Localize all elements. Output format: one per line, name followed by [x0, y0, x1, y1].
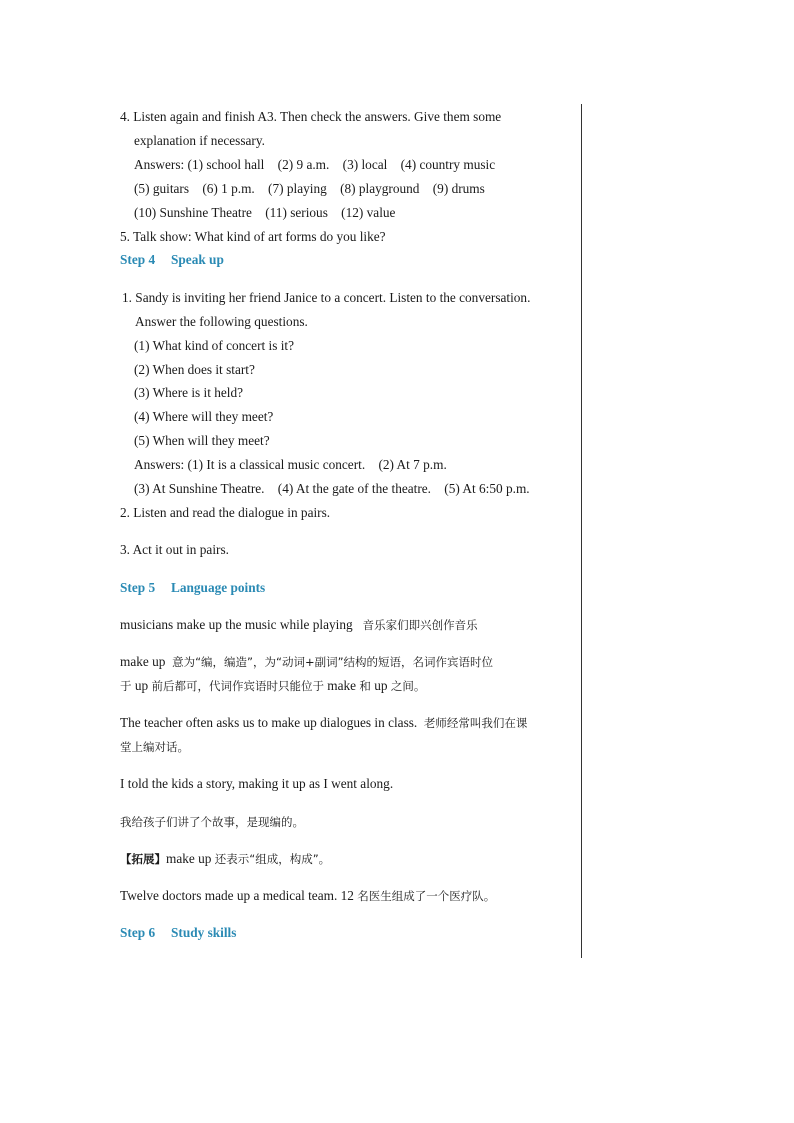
explanation-text: 前后都可，代词作宾语时只能位于	[151, 679, 324, 693]
example-1-line-1	[120, 715, 527, 731]
step-5-number: Step 5	[120, 580, 156, 595]
step-4-item-1-line-2: Answer the following questions.	[135, 314, 308, 329]
explanation-text: 之间。	[390, 679, 426, 693]
extension-line	[120, 851, 330, 867]
question-5: (5) When will they meet?	[134, 433, 270, 448]
answers-a3-line-3: (10) Sunshine Theatre (11) serious (12) value	[134, 205, 396, 220]
step-4-heading	[120, 252, 224, 268]
step-6-heading	[120, 925, 236, 941]
example-2-chinese	[120, 814, 304, 830]
item-4-line-1: 4. Listen again and finish A3. Then check the answers. Give them some	[120, 109, 502, 124]
example-3-chinese: 名医生组成了一个医疗队。	[357, 889, 496, 903]
example-1-chinese-cont: 堂上编对话。	[120, 740, 189, 754]
step-6-number: Step 6	[120, 925, 156, 940]
example-1-chinese: 老师经常叫我们在课	[423, 716, 528, 730]
question-4: (4) Where will they meet?	[134, 409, 274, 424]
question-3: (3) Where is it held?	[134, 385, 244, 400]
item-5: 5. Talk show: What kind of art forms do you like?	[120, 229, 386, 244]
phrase-english: musicians make up the music while playing	[120, 617, 353, 632]
step-4-item-3: 3. Act it out in pairs.	[120, 542, 229, 557]
extension-term: make up	[166, 851, 212, 866]
explanation-text: 于	[120, 679, 132, 693]
step-4-answers-line-1: Answers: (1) It is a classical music concert. (2) At 7 p.m.	[134, 457, 447, 472]
item-4-line-2: explanation if necessary.	[134, 133, 265, 148]
example-2-english: I told the kids a story, making it up as I went along.	[120, 776, 394, 791]
extension-tag: 【拓展】	[120, 852, 166, 866]
step-6-title: Study skills	[171, 925, 237, 940]
explanation-term: up	[134, 678, 149, 693]
question-2: (2) When does it start?	[134, 362, 255, 377]
step-4-item-1-line-1: 1. Sandy is inviting her friend Janice to a concert. Listen to the conversation.	[122, 290, 531, 305]
make-up-explanation: 意为“编，编造”，为“动词+副词”结构的短语，名词作宾语时位	[172, 655, 494, 669]
phrase-chinese: 音乐家们即兴创作音乐	[362, 618, 478, 632]
table-border-line	[581, 104, 582, 958]
make-up-term: make up	[120, 654, 166, 669]
make-up-explanation-line-2	[120, 678, 425, 694]
example-1-english: The teacher often asks us to make up dialogues in class.	[120, 715, 418, 730]
answers-a3-line-2: (5) guitars (6) 1 p.m. (7) playing (8) playground (9) drums	[134, 181, 485, 196]
answers-a3-line-1: Answers: (1) school hall (2) 9 a.m. (3) local (4) country music	[134, 157, 496, 172]
step-4-title: Speak up	[171, 252, 224, 267]
step-5-heading	[120, 580, 265, 596]
example-1-line-2	[120, 739, 189, 755]
step-4-item-2: 2. Listen and read the dialogue in pairs.	[120, 505, 331, 520]
example-3-english: Twelve doctors made up a medical team. 12	[120, 888, 354, 903]
explanation-term: make	[327, 678, 357, 693]
step-4-answers-line-2: (3) At Sunshine Theatre. (4) At the gate of the theatre. (5) At 6:50 p.m.	[134, 481, 530, 496]
explanation-term: up	[374, 678, 388, 693]
example-2-chinese-text: 我给孩子们讲了个故事，是现编的。	[120, 815, 304, 829]
step-4-number: Step 4	[120, 252, 156, 267]
extension-meaning: 还表示“组成，构成”。	[214, 852, 331, 866]
question-1: (1) What kind of concert is it?	[134, 338, 295, 353]
make-up-explanation-line-1	[120, 654, 493, 670]
example-3-line	[120, 888, 495, 904]
step-5-title: Language points	[171, 580, 266, 595]
phrase-line	[120, 617, 478, 633]
explanation-text: 和	[359, 679, 371, 693]
